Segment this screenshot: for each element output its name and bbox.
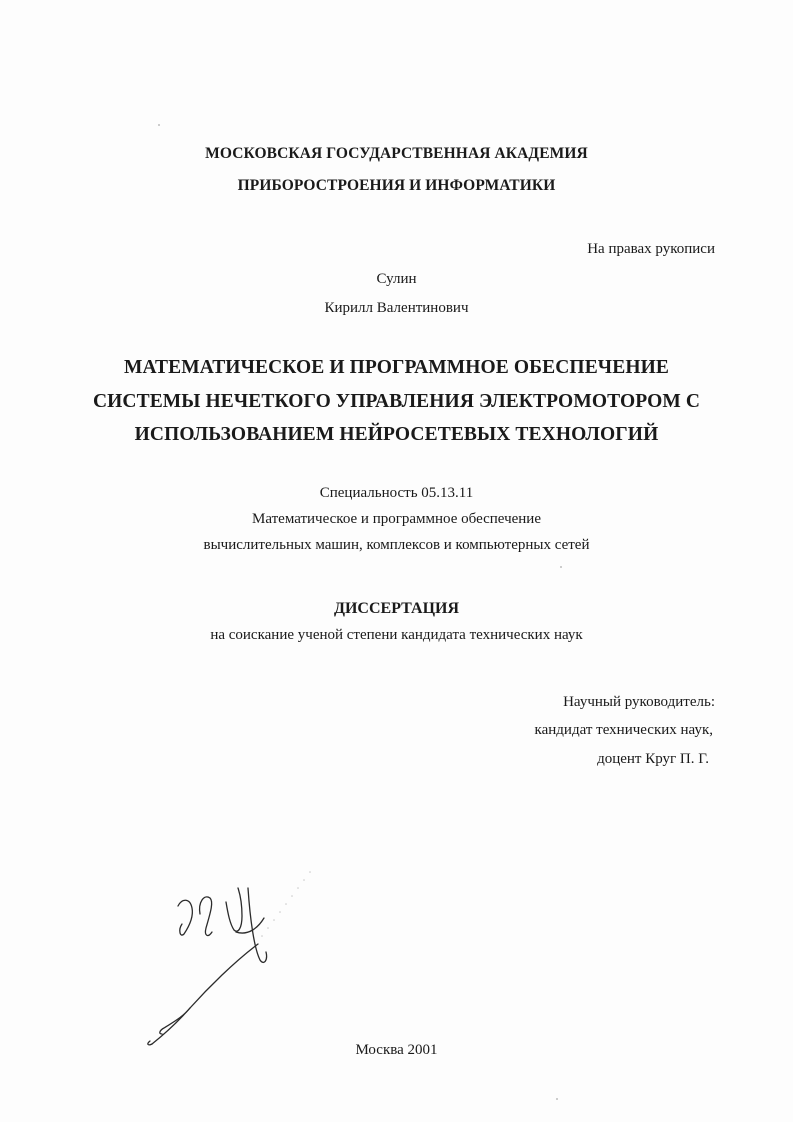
supervisor-name: доцент Круг П. Г. — [597, 751, 709, 767]
thesis-title-line-1: МАТЕМАТИЧЕСКОЕ И ПРОГРАММНОЕ ОБЕСПЕЧЕНИЕ — [124, 357, 669, 378]
specialty-name-line-1: Математическое и программное обеспечение — [252, 511, 541, 527]
thesis-title-line-2: СИСТЕМЫ НЕЧЕТКОГО УПРАВЛЕНИЯ ЭЛЕКТРОМОТОРОМ С — [92, 391, 701, 412]
handwritten-signature — [138, 858, 328, 1058]
scan-speck — [556, 1098, 558, 1100]
scan-speck — [158, 124, 160, 126]
institution-line-1: МОСКОВСКАЯ ГОСУДАРСТВЕННАЯ АКАДЕМИЯ — [205, 145, 588, 162]
specialty-code: Специальность 05.13.11 — [319, 485, 474, 501]
author-given-names: Кирилл Валентинович — [324, 300, 469, 316]
supervisor-degree: кандидат технических наук, — [534, 722, 713, 738]
institution-line-2: ПРИБОРОСТРОЕНИЯ И ИНФОРМАТИКИ — [237, 177, 556, 194]
supervisor-role: Научный руководитель: — [563, 694, 715, 710]
degree-line: на соискание ученой степени кандидата технических наук — [210, 627, 583, 643]
scan-speck — [560, 566, 562, 568]
author-surname: Сулин — [376, 271, 417, 287]
specialty-name-line-2: вычислительных машин, комплексов и компьютерных сетей — [203, 537, 590, 553]
dissertation-label: ДИССЕРТАЦИЯ — [333, 600, 460, 617]
manuscript-note: На правах рукописи — [587, 241, 715, 257]
place-and-year: Москва 2001 — [355, 1042, 438, 1058]
thesis-title-line-3: ИСПОЛЬЗОВАНИЕМ НЕЙРОСЕТЕВЫХ ТЕХНОЛОГИЙ — [134, 424, 659, 445]
